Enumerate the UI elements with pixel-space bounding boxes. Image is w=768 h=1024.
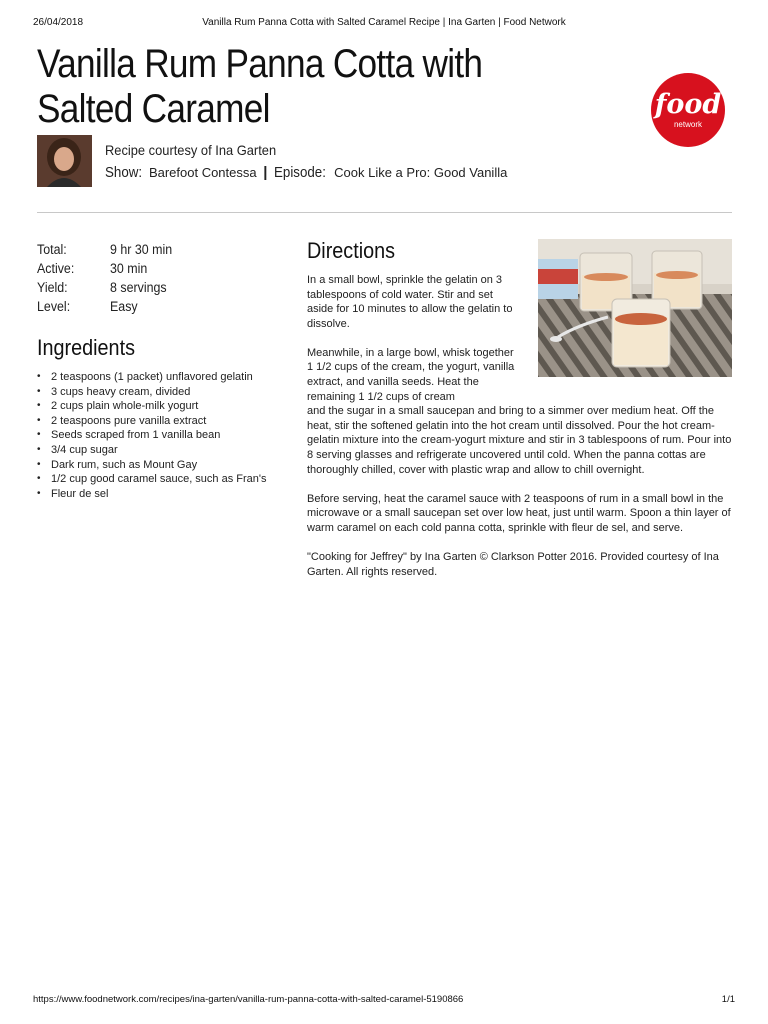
- ingredient-item: • Fleur de sel: [37, 487, 297, 502]
- separator: |: [263, 164, 268, 181]
- print-url[interactable]: https://www.foodnetwork.com/recipes/ina-garten/vanilla-rum-panna-cotta-with-salted-caramel-5190866: [33, 994, 464, 1005]
- recipe-courtesy: Recipe courtesy of Ina Garten: [105, 142, 277, 158]
- divider: [37, 212, 732, 213]
- print-document-title: Vanilla Rum Panna Cotta with Salted Caramel Recipe | Ina Garten | Food Network: [202, 17, 566, 28]
- meta-value: 30 min: [110, 261, 148, 276]
- meta-row-active: [37, 261, 277, 280]
- ingredient-item: • 3/4 cup sugar: [37, 443, 297, 458]
- ingredient-item: • Dark rum, such as Mount Gay: [37, 458, 297, 473]
- title-line-2: Salted Caramel: [37, 87, 270, 131]
- meta-label: Level:: [37, 299, 71, 314]
- directions-heading: Directions: [307, 238, 396, 263]
- page-title: [37, 42, 530, 132]
- ingredient-item: • 3 cups heavy cream, divided: [37, 385, 297, 400]
- meta-label: Active:: [37, 261, 75, 276]
- ingredients-list: [37, 370, 297, 501]
- show-episode-line: [105, 164, 507, 181]
- direction-step-1: In a small bowl, sprinkle the gelatin on 3 tablespoons of cold water. Stir and set aside for 10 minutes to allow the gelatin to dissolve.: [307, 274, 513, 330]
- chef-portrait-icon: [37, 135, 92, 187]
- ingredients-heading: Ingredients: [37, 335, 135, 360]
- direction-step-2-rest: and the sugar in a small saucepan and bring to a simmer over medium heat. Off the heat, stir the softened gelatin into the hot cream until dissolved. Pour the hot cream-gelatin mixture into the cream-yogurt mixture and stir in 3 tablespoons of rum. Pour into 8 serving glasses and refrigerate uncovered until cold. When the panna cottas are thoroughly chilled, cover with plastic wrap and allow to chill overnight.: [307, 405, 732, 476]
- episode-name-link[interactable]: Cook Like a Pro: Good Vanilla: [334, 165, 508, 180]
- meta-label: Total:: [37, 242, 67, 257]
- meta-row-total: [37, 242, 277, 261]
- ingredient-item: • 1/2 cup good caramel sauce, such as Fran's: [37, 472, 297, 487]
- food-network-logo-icon: [644, 69, 732, 149]
- page-number: 1/1: [721, 994, 735, 1005]
- recipe-credit: "Cooking for Jeffrey" by Ina Garten © Clarkson Potter 2016. Provided courtesy of Ina Garten. All rights reserved.: [307, 551, 719, 578]
- meta-row-yield: [37, 280, 277, 299]
- meta-label: Yield:: [37, 280, 68, 295]
- direction-step-3: Before serving, heat the caramel sauce with 2 teaspoons of rum in a small bowl in the microwave or a small saucepan set over low heat, just until warm. Spoon a thin layer of warm caramel on each cold panna cotta, sprinkle with fleur de sel, and serve.: [307, 492, 731, 534]
- chef-avatar: [37, 135, 92, 187]
- ingredient-item: • 2 teaspoons pure vanilla extract: [37, 414, 297, 429]
- logo-word: food: [654, 89, 722, 120]
- meta-value: 9 hr 30 min: [110, 242, 173, 257]
- ingredient-item: • Seeds scraped from 1 vanilla bean: [37, 428, 297, 443]
- recipe-meta: [37, 242, 277, 318]
- ingredient-item: • 2 teaspoons (1 packet) unflavored gelatin: [37, 370, 297, 385]
- food-network-logo[interactable]: [644, 69, 732, 149]
- direction-step-2-wrapped: Meanwhile, in a large bowl, whisk together 1 1/2 cups of the cream, the yogurt, vanilla extract, and vanilla seeds. Heat the remaining 1 1/2 cups of cream: [307, 346, 515, 403]
- directions-body: [307, 273, 732, 594]
- title-line-1: Vanilla Rum Panna Cotta with: [37, 42, 483, 86]
- meta-row-level: [37, 299, 277, 318]
- ingredient-item: • 2 cups plain whole-milk yogurt: [37, 399, 297, 414]
- meta-value: Easy: [110, 299, 138, 314]
- meta-value: 8 servings: [110, 280, 167, 295]
- episode-label: Episode:: [274, 165, 327, 181]
- print-footer: [33, 994, 735, 1008]
- show-label: Show:: [105, 165, 143, 181]
- print-date: 26/04/2018: [33, 17, 84, 28]
- logo-subword: network: [673, 120, 703, 129]
- direction-step-2: [307, 346, 732, 477]
- print-header: [33, 17, 735, 31]
- show-name-link[interactable]: Barefoot Contessa: [148, 165, 257, 180]
